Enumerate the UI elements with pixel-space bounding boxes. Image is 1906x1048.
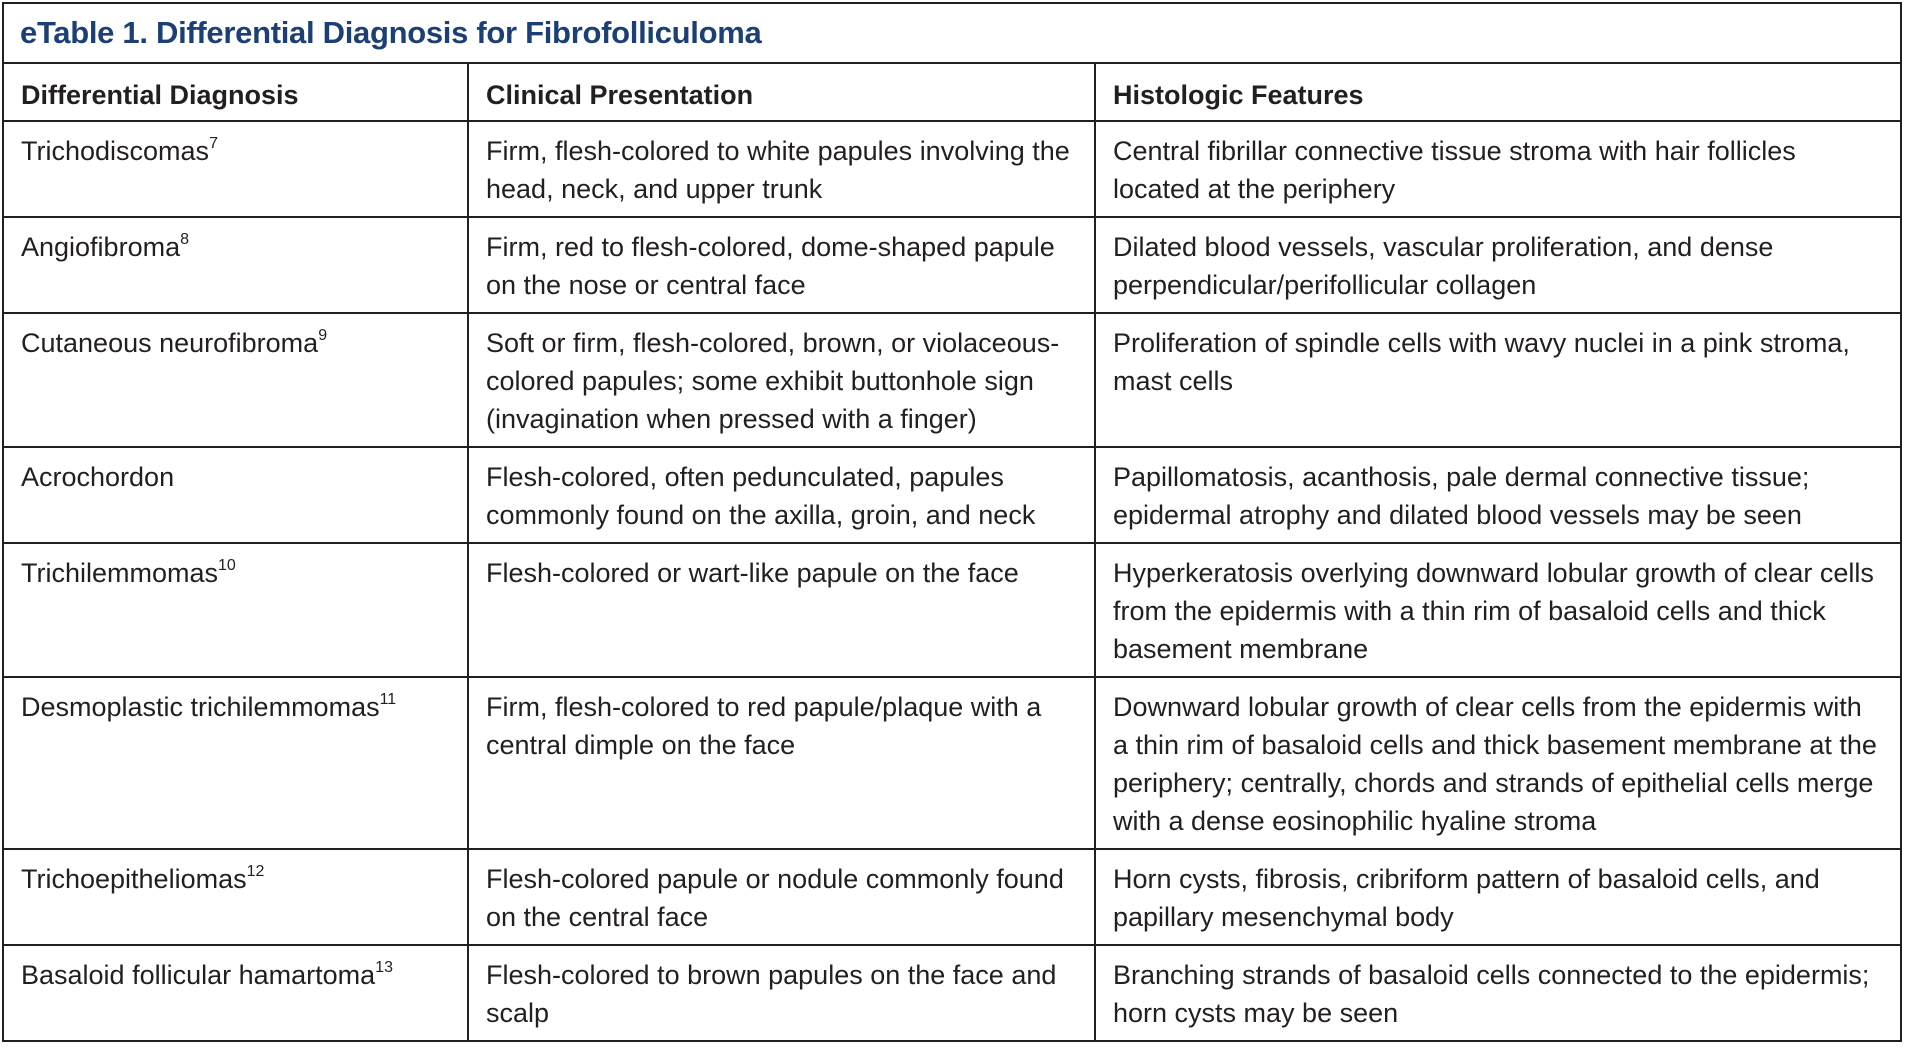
histologic-cell: Proliferation of spindle cells with wavy nuclei in a pink stroma, mast cells bbox=[1095, 313, 1900, 447]
diagnosis-cell bbox=[4, 543, 468, 677]
table-row bbox=[4, 447, 1900, 543]
reference-superscript: 7 bbox=[209, 135, 218, 152]
diagnosis-name: Trichodiscomas bbox=[21, 136, 210, 166]
table-row bbox=[4, 543, 1900, 677]
histologic-cell: Horn cysts, fibrosis, cribriform pattern of basaloid cells, and papillary mesenchymal body bbox=[1095, 849, 1900, 945]
diagnosis-name: Desmoplastic trichilemmomas bbox=[21, 692, 380, 722]
reference-superscript: 8 bbox=[180, 231, 189, 248]
diagnosis-name: Trichilemmomas bbox=[21, 558, 219, 588]
histologic-cell: Dilated blood vessels, vascular proliferation, and dense perpendicular/perifollicular collagen bbox=[1095, 217, 1900, 313]
table-body bbox=[4, 64, 1900, 1040]
reference-superscript: 10 bbox=[218, 557, 236, 574]
reference-superscript: 12 bbox=[246, 863, 265, 880]
clinical-cell: Firm, flesh-colored to red papule/plaque with a central dimple on the face bbox=[468, 677, 1095, 849]
diagnosis-cell bbox=[4, 447, 468, 543]
diagnosis-cell bbox=[4, 217, 468, 313]
diagnosis-name: Trichoepitheliomas bbox=[21, 864, 247, 894]
histologic-cell: Downward lobular growth of clear cells from the epidermis with a thin rim of basaloid cells and thick basement membrane at the periphery; centrally, chords and strands of epithelial cells merge with a dense eosinophilic hyaline stroma bbox=[1095, 677, 1900, 849]
table-row bbox=[4, 121, 1900, 217]
clinical-cell: Flesh-colored papule or nodule commonly found on the central face bbox=[468, 849, 1095, 945]
differential-diagnosis-table bbox=[2, 2, 1902, 1042]
histologic-cell: Branching strands of basaloid cells connected to the epidermis; horn cysts may be seen bbox=[1113, 960, 1870, 1028]
diagnosis-name: Acrochordon bbox=[21, 462, 175, 492]
reference-superscript: 11 bbox=[379, 691, 397, 708]
column-header-histologic: Histologic Features bbox=[1095, 64, 1900, 121]
diagnosis-cell bbox=[4, 677, 468, 849]
reference-superscript: 13 bbox=[375, 959, 393, 976]
table-row bbox=[4, 945, 1900, 1040]
header-row bbox=[4, 64, 1900, 121]
diagnosis-name: Angiofibroma bbox=[21, 232, 181, 262]
diagnosis-cell bbox=[4, 945, 468, 1040]
histologic-cell: Central fibrillar connective tissue stroma with hair follicles located at the periphery bbox=[1095, 121, 1900, 217]
column-header-clinical: Clinical Presentation bbox=[468, 64, 1095, 121]
clinical-cell: Flesh-colored to brown papules on the face and scalp bbox=[468, 945, 1095, 1040]
table-row bbox=[4, 313, 1900, 447]
reference-superscript: 9 bbox=[318, 327, 328, 344]
table-row bbox=[4, 217, 1900, 313]
clinical-cell: Flesh-colored, often pedunculated, papules commonly found on the axilla, groin, and neck bbox=[468, 447, 1095, 543]
diagnosis-cell bbox=[4, 121, 468, 217]
diagnosis-name: Basaloid follicular hamartoma bbox=[21, 960, 376, 990]
diagnosis-cell bbox=[4, 313, 468, 447]
table-caption: eTable 1. Differential Diagnosis for Fibrofolliculoma bbox=[4, 4, 1900, 64]
clinical-cell: Flesh-colored or wart-like papule on the face bbox=[468, 543, 1095, 677]
histologic-cell: Hyperkeratosis overlying downward lobular growth of clear cells from the epidermis with a thin rim of basaloid cells and thick basement membrane bbox=[1095, 543, 1900, 677]
clinical-cell: Firm, flesh-colored to white papules involving the head, neck, and upper trunk bbox=[468, 121, 1095, 217]
table-row bbox=[4, 849, 1900, 945]
column-header-diagnosis: Differential Diagnosis bbox=[4, 64, 468, 121]
table-row bbox=[4, 677, 1900, 849]
diagnosis-name: Cutaneous neurofibroma bbox=[21, 328, 319, 358]
histologic-cell: Papillomatosis, acanthosis, pale dermal connective tissue; epidermal atrophy and dilated blood vessels may be seen bbox=[1095, 447, 1900, 543]
clinical-cell: Firm, red to flesh-colored, dome-shaped papule on the nose or central face bbox=[468, 217, 1095, 313]
clinical-cell: Soft or firm, flesh-colored, brown, or violaceous-colored papules; some exhibit buttonhole sign (invagination when pressed with a finger) bbox=[468, 313, 1095, 447]
diagnosis-cell bbox=[4, 849, 468, 945]
